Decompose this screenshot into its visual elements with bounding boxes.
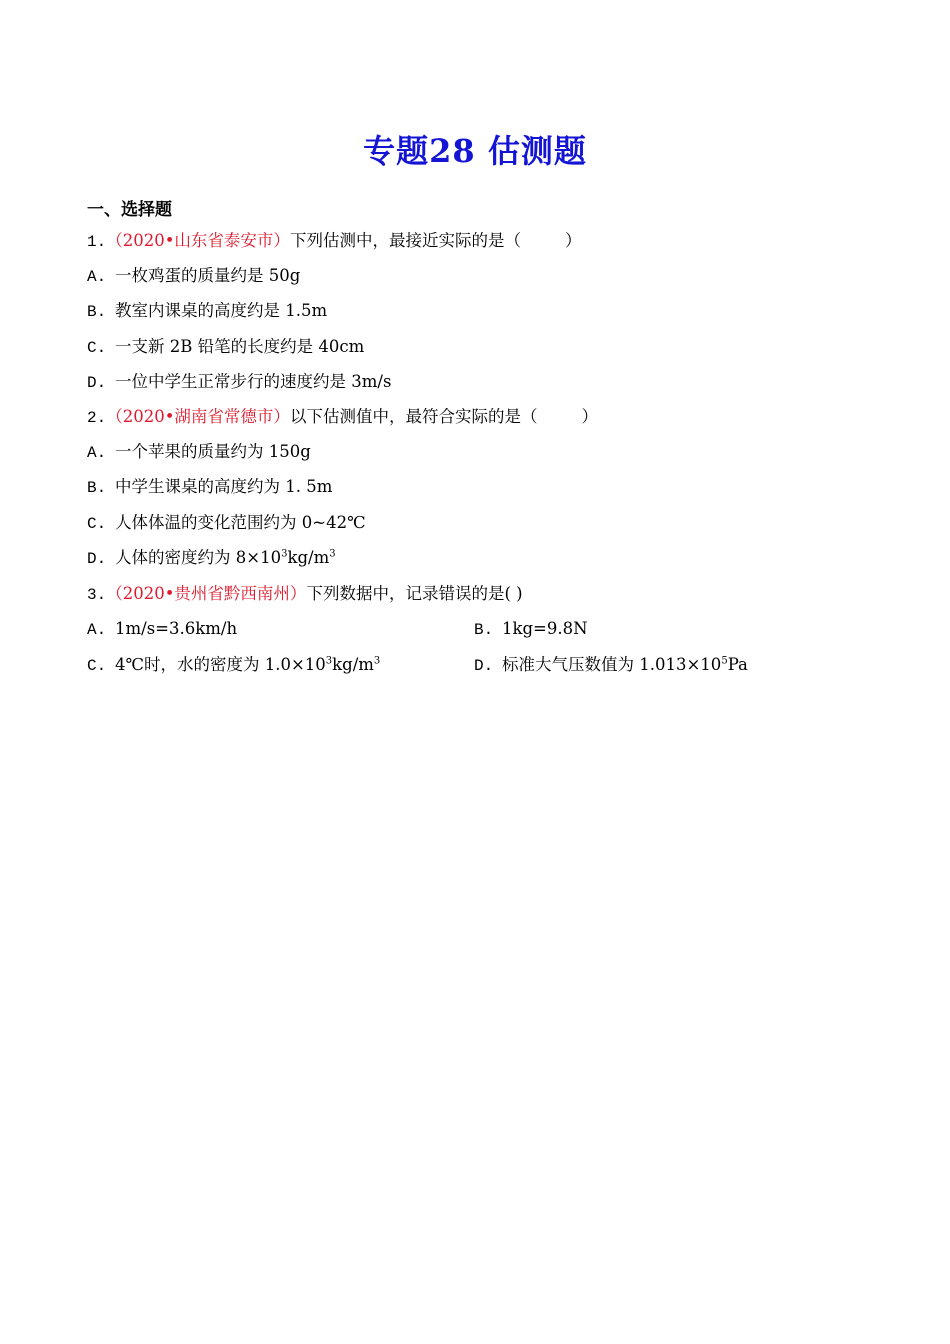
superscript: 3 <box>325 655 333 667</box>
superscript: 3 <box>373 655 381 667</box>
option-letter: B. <box>87 303 107 321</box>
question-3-option-d <box>474 650 748 678</box>
option-letter: A. <box>87 621 107 639</box>
question-1-option-c <box>87 332 364 360</box>
option-text: 人体体温的变化范围约为 0~42℃ <box>115 513 366 532</box>
option-text: 1m/s=3.6km/h <box>115 619 238 638</box>
question-3-option-a <box>87 614 237 642</box>
option-text: 标准大气压数值为 $1.013\times 10^5Pa$ <box>502 655 748 674</box>
option-letter: D. <box>87 374 107 392</box>
option-text: 人体的密度约为 $8\times 10^3kg/m^3$ <box>115 548 336 567</box>
question-2-option-a <box>87 437 311 465</box>
superscript: 5 <box>721 655 728 667</box>
section-heading: 一、选择题 <box>87 200 172 220</box>
question-number: 1. <box>87 233 107 251</box>
option-text: 中学生课桌的高度约为 1. 5m <box>115 477 333 496</box>
superscript: 3 <box>329 548 336 560</box>
option-letter: B. <box>87 479 107 497</box>
question-number: 3. <box>87 586 107 604</box>
page-title: 专题28 估测题 <box>363 132 587 170</box>
option-text: 一枚鸡蛋的质量约是 50g <box>115 266 301 285</box>
option-letter: A. <box>87 268 107 286</box>
question-3-stem <box>87 579 523 607</box>
question-3-option-b <box>474 614 588 642</box>
question-3-option-c <box>87 650 380 678</box>
question-paren-close: ） <box>564 231 582 250</box>
question-2-option-b <box>87 472 332 500</box>
option-letter: D. <box>87 550 107 568</box>
question-text: 下列数据中，记录错误的是( ) <box>306 584 523 603</box>
option-text: 一支新 2B 铅笔的长度约是 40cm <box>115 337 365 356</box>
option-text: 4℃时，水的密度为 $1.0\times 10^3kg/m^3$ <box>115 655 381 674</box>
option-letter: A. <box>87 444 107 462</box>
option-letter: D. <box>474 657 494 675</box>
question-2-option-c <box>87 508 366 536</box>
option-text: 1kg=9.8N <box>502 619 588 638</box>
question-source: （2020•贵州省黔西南州） <box>106 584 307 603</box>
question-1-stem <box>87 226 581 254</box>
question-source: （2020•湖南省常德市） <box>106 407 290 426</box>
question-1-option-d <box>87 367 391 395</box>
question-text: 下列估测中，最接近实际的是（ <box>289 231 521 250</box>
option-text: 教室内课桌的高度约是 1.5m <box>115 301 328 320</box>
option-letter: B. <box>474 621 494 639</box>
option-text: 一个苹果的质量约为 150g <box>115 442 311 461</box>
question-number: 2. <box>87 409 107 427</box>
option-text: 一位中学生正常步行的速度约是 3m/s <box>115 372 392 391</box>
question-paren-close: ） <box>581 407 598 426</box>
question-2-option-d <box>87 543 336 571</box>
question-1-option-a <box>87 261 300 289</box>
option-letter: C. <box>87 657 107 675</box>
question-text: 以下估测值中，最符合实际的是（ <box>289 407 538 426</box>
option-letter: C. <box>87 515 107 533</box>
question-source: （2020•山东省泰安市） <box>106 231 290 250</box>
option-letter: C. <box>87 339 107 357</box>
question-2-stem <box>87 402 598 430</box>
question-1-option-b <box>87 296 327 324</box>
superscript: 3 <box>281 548 288 560</box>
